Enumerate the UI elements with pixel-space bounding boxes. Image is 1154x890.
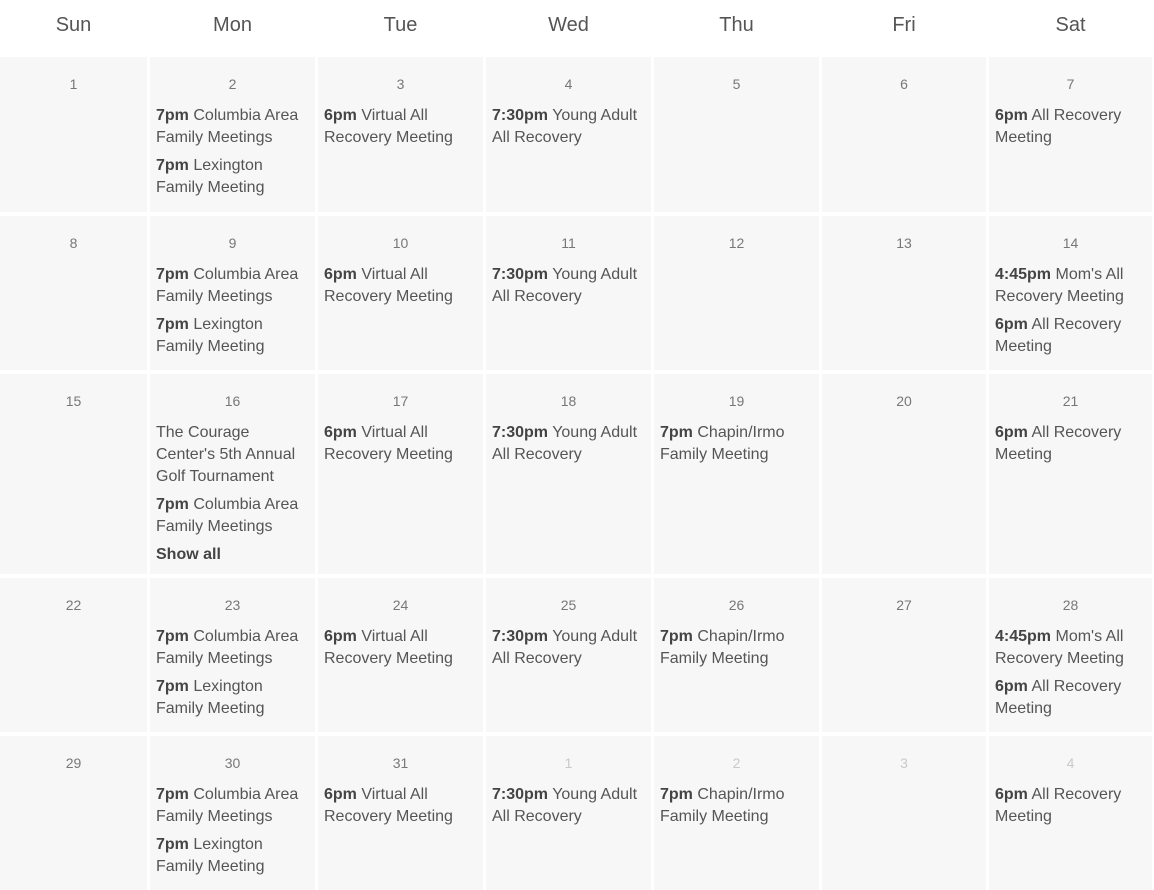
event-item[interactable] xyxy=(156,155,309,199)
weekday-thu: Thu xyxy=(719,13,754,36)
event-title: Mom's All Recovery Meeting xyxy=(995,628,1124,667)
event-item[interactable] xyxy=(324,422,477,466)
day-number[interactable]: 25 xyxy=(560,597,577,613)
event-title: Mom's All Recovery Meeting xyxy=(995,266,1124,305)
event-time: 7:30pm xyxy=(492,266,549,283)
day-number[interactable]: 14 xyxy=(1062,235,1079,251)
event-item[interactable] xyxy=(995,784,1146,828)
day-number[interactable]: 11 xyxy=(561,235,576,251)
event-title: Virtual All Recovery Meeting xyxy=(324,266,453,305)
event-title: Columbia Area Family Meetings xyxy=(156,266,299,305)
day-number[interactable]: 10 xyxy=(392,235,409,251)
event-time: 6pm xyxy=(995,424,1028,441)
day-cell[interactable] xyxy=(654,374,819,574)
day-cell[interactable] xyxy=(486,736,651,890)
day-number[interactable]: 17 xyxy=(392,393,409,409)
day-number[interactable]: 29 xyxy=(65,755,82,771)
event-item[interactable] xyxy=(324,784,477,828)
day-number[interactable]: 13 xyxy=(896,235,912,251)
day-number[interactable]: 30 xyxy=(224,755,241,771)
day-cell[interactable] xyxy=(486,216,651,370)
day-cell[interactable] xyxy=(822,57,986,212)
event-time: 6pm xyxy=(324,628,357,645)
day-number[interactable]: 2 xyxy=(228,76,237,92)
event-time: 7:30pm xyxy=(492,424,549,441)
weekday-mon: Mon xyxy=(213,13,252,36)
event-item[interactable] xyxy=(492,264,645,308)
weekday-header xyxy=(0,0,1154,56)
day-number[interactable]: 9 xyxy=(228,235,237,251)
day-number[interactable]: 22 xyxy=(65,597,82,613)
event-title: Virtual All Recovery Meeting xyxy=(324,786,453,825)
event-title: Columbia Area Family Meetings xyxy=(156,628,299,667)
day-cell[interactable] xyxy=(654,216,819,370)
day-number[interactable]: 3 xyxy=(396,76,405,92)
day-number[interactable]: 2 xyxy=(732,755,741,771)
day-cell[interactable] xyxy=(486,578,651,732)
event-title: Lexington Family Meeting xyxy=(156,678,265,717)
event-time: 6pm xyxy=(324,266,357,283)
day-cell[interactable] xyxy=(989,578,1152,732)
event-time: 6pm xyxy=(324,786,357,803)
event-item[interactable] xyxy=(660,626,813,670)
event-title: Young Adult All Recovery xyxy=(492,424,638,463)
day-cell[interactable] xyxy=(822,374,986,574)
day-cell[interactable] xyxy=(822,216,986,370)
weekday-wed: Wed xyxy=(548,13,589,36)
event-title: Chapin/Irmo Family Meeting xyxy=(660,786,785,825)
event-time: 7pm xyxy=(156,628,189,645)
day-cell[interactable] xyxy=(0,57,147,212)
event-title: Columbia Area Family Meetings xyxy=(156,107,299,146)
event-item[interactable] xyxy=(492,784,645,828)
day-cell[interactable] xyxy=(318,578,483,732)
event-time: 7pm xyxy=(156,107,189,124)
event-time: 6pm xyxy=(324,424,357,441)
event-title: Chapin/Irmo Family Meeting xyxy=(660,628,785,667)
event-item[interactable] xyxy=(995,626,1146,670)
event-item[interactable] xyxy=(156,105,309,149)
day-cell[interactable] xyxy=(822,736,986,890)
day-cell[interactable] xyxy=(150,216,315,370)
weekday-fri: Fri xyxy=(892,13,916,36)
event-item[interactable] xyxy=(156,784,309,828)
day-number[interactable]: 4 xyxy=(1066,755,1075,771)
day-number[interactable]: 8 xyxy=(69,235,78,251)
event-item[interactable] xyxy=(324,264,477,308)
event-item[interactable] xyxy=(156,676,309,720)
day-cell[interactable] xyxy=(654,578,819,732)
day-number[interactable]: 18 xyxy=(560,393,577,409)
day-number[interactable]: 1 xyxy=(564,755,573,771)
event-item[interactable] xyxy=(492,105,645,149)
event-title: Young Adult All Recovery xyxy=(492,786,638,825)
event-title: Columbia Area Family Meetings xyxy=(156,786,299,825)
day-cell[interactable] xyxy=(318,374,483,574)
day-cell[interactable] xyxy=(989,374,1152,574)
event-title: All Recovery Meeting xyxy=(995,316,1122,355)
event-title: Young Adult All Recovery xyxy=(492,266,638,305)
event-time: 6pm xyxy=(995,107,1028,124)
event-item[interactable] xyxy=(324,105,477,149)
event-time: 6pm xyxy=(995,678,1028,695)
event-time: 7pm xyxy=(156,678,189,695)
show-all-link[interactable]: Show all xyxy=(156,546,221,563)
day-cell[interactable] xyxy=(318,736,483,890)
day-number[interactable]: 27 xyxy=(896,597,912,613)
event-time: 6pm xyxy=(995,316,1028,333)
day-number[interactable]: 23 xyxy=(224,597,241,613)
event-title: All Recovery Meeting xyxy=(995,786,1122,825)
day-number[interactable]: 16 xyxy=(224,393,241,409)
event-title: Virtual All Recovery Meeting xyxy=(324,107,453,146)
event-title: Columbia Area Family Meetings xyxy=(156,496,299,535)
event-time: 6pm xyxy=(995,786,1028,803)
day-cell[interactable] xyxy=(989,216,1152,370)
day-number[interactable]: 21 xyxy=(1062,393,1079,409)
event-time: 7pm xyxy=(156,316,189,333)
day-number[interactable]: 24 xyxy=(392,597,409,613)
event-title: Young Adult All Recovery xyxy=(492,107,638,146)
event-title: Young Adult All Recovery xyxy=(492,628,638,667)
weekday-sun: Sun xyxy=(55,13,92,36)
day-cell[interactable] xyxy=(150,374,315,574)
day-cell[interactable] xyxy=(0,578,147,732)
event-title: Virtual All Recovery Meeting xyxy=(324,628,453,667)
day-cell[interactable] xyxy=(486,374,651,574)
day-cell[interactable] xyxy=(654,736,819,890)
day-cell[interactable] xyxy=(0,736,147,890)
event-time: 7pm xyxy=(156,157,189,174)
event-item[interactable] xyxy=(156,422,309,488)
day-number[interactable]: 28 xyxy=(1062,597,1079,613)
day-cell[interactable] xyxy=(486,57,651,212)
event-time: 7pm xyxy=(660,424,693,441)
day-cell[interactable] xyxy=(654,57,819,212)
event-time: 4:45pm xyxy=(995,628,1052,645)
event-time: 7:30pm xyxy=(492,628,549,645)
day-number[interactable]: 6 xyxy=(900,76,908,92)
event-title: All Recovery Meeting xyxy=(995,107,1122,146)
event-item[interactable] xyxy=(156,494,309,538)
day-cell[interactable] xyxy=(150,578,315,732)
weekday-tue: Tue xyxy=(383,13,418,36)
event-title: All Recovery Meeting xyxy=(995,678,1122,717)
day-number[interactable]: 12 xyxy=(728,235,745,251)
day-cell[interactable] xyxy=(0,374,147,574)
event-time: 7pm xyxy=(156,786,189,803)
day-number[interactable]: 7 xyxy=(1066,76,1075,92)
day-number[interactable]: 3 xyxy=(900,755,908,771)
day-cell[interactable] xyxy=(989,736,1152,890)
event-title: Virtual All Recovery Meeting xyxy=(324,424,453,463)
day-cell[interactable] xyxy=(0,216,147,370)
event-item[interactable] xyxy=(156,264,309,308)
day-cell[interactable] xyxy=(989,57,1152,212)
event-item[interactable] xyxy=(492,422,645,466)
event-item[interactable] xyxy=(995,105,1146,149)
event-item[interactable] xyxy=(660,784,813,828)
event-title: All Recovery Meeting xyxy=(995,424,1122,463)
event-time: 7pm xyxy=(660,786,693,803)
event-title: Lexington Family Meeting xyxy=(156,836,265,875)
day-number[interactable]: 5 xyxy=(732,76,741,92)
event-time: 7pm xyxy=(156,266,189,283)
event-title: Chapin/Irmo Family Meeting xyxy=(660,424,785,463)
event-item[interactable] xyxy=(156,626,309,670)
day-number[interactable]: 19 xyxy=(728,393,745,409)
day-cell[interactable] xyxy=(150,736,315,890)
day-number[interactable]: 20 xyxy=(896,393,912,409)
event-item[interactable] xyxy=(995,264,1146,308)
event-item[interactable] xyxy=(995,676,1146,720)
event-item[interactable] xyxy=(156,834,309,878)
day-number[interactable]: 26 xyxy=(728,597,745,613)
event-time: 7pm xyxy=(156,496,189,513)
event-item[interactable] xyxy=(660,422,813,466)
event-item[interactable] xyxy=(156,314,309,358)
event-title: Lexington Family Meeting xyxy=(156,316,265,355)
event-time: 6pm xyxy=(324,107,357,124)
event-title: Lexington Family Meeting xyxy=(156,157,265,196)
event-item[interactable] xyxy=(324,626,477,670)
day-number[interactable]: 1 xyxy=(69,76,78,92)
event-time: 7:30pm xyxy=(492,107,549,124)
event-time: 7pm xyxy=(660,628,693,645)
day-cell[interactable] xyxy=(318,57,483,212)
event-time: 7pm xyxy=(156,836,189,853)
day-cell[interactable] xyxy=(150,57,315,212)
day-number[interactable]: 15 xyxy=(65,393,82,409)
day-number[interactable]: 4 xyxy=(564,76,573,92)
event-item[interactable] xyxy=(995,314,1146,358)
day-cell[interactable] xyxy=(822,578,986,732)
event-title: The Courage Center's 5th Annual Golf Tournament xyxy=(156,424,296,485)
event-time: 4:45pm xyxy=(995,266,1052,283)
event-item[interactable] xyxy=(492,626,645,670)
weekday-sat: Sat xyxy=(1055,13,1086,36)
day-number[interactable]: 31 xyxy=(392,755,409,771)
day-cell[interactable] xyxy=(318,216,483,370)
event-time: 7:30pm xyxy=(492,786,549,803)
event-item[interactable] xyxy=(995,422,1146,466)
calendar-grid xyxy=(0,57,1152,890)
